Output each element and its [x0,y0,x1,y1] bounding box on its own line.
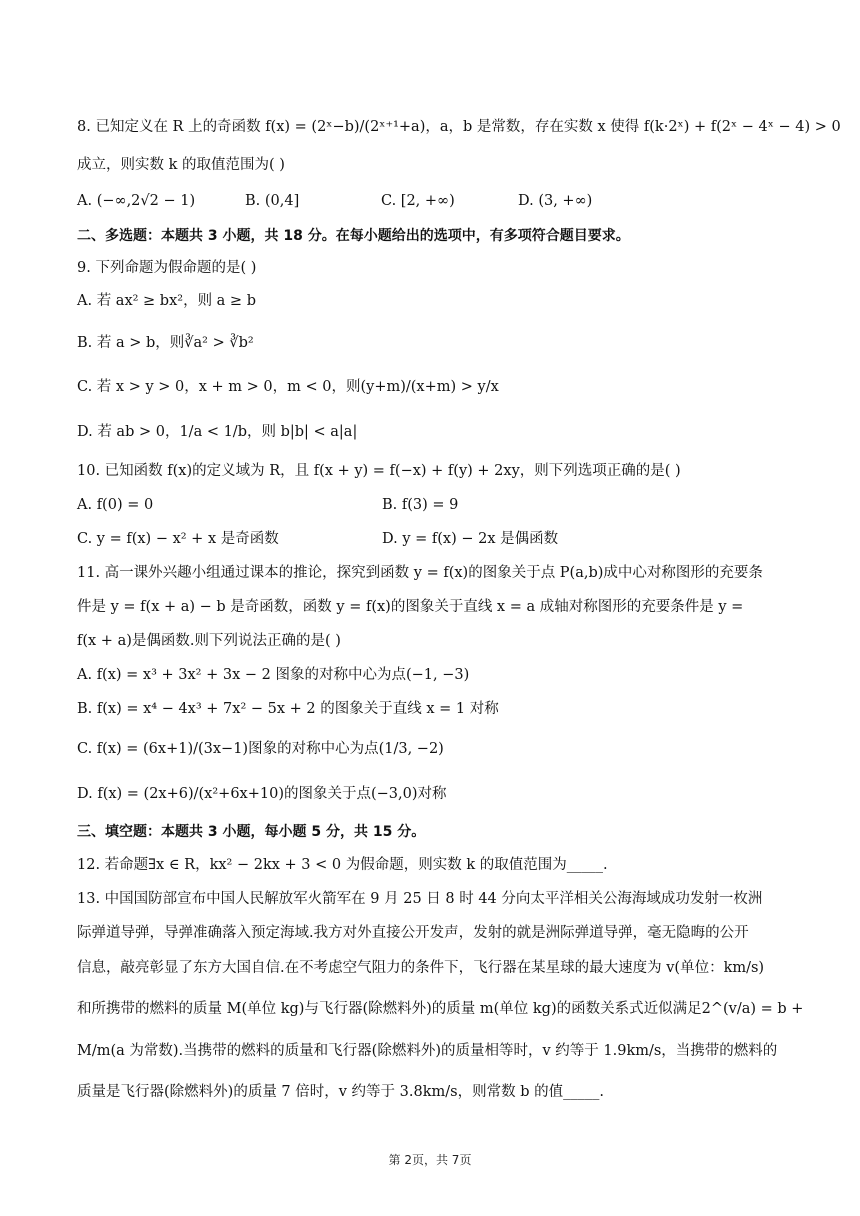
q13-line5: M/m(a 为常数).当携带的燃料的质量和飞行器(除燃料外)的质量相等时，v 约等于 1.9km/s，当携带的燃料的 [77,1043,778,1059]
q11-stem-line1: 11. 高一课外兴趣小组通过课本的推论，探究到函数 y = f(x)的图象关于点 P(a,b)成中心对称图形的充要条 [77,565,763,581]
q9-option-a: A. 若 ax² ≥ bx²，则 a ≥ b [77,293,256,309]
q11-option-b: B. f(x) = x⁴ − 4x³ + 7x² − 5x + 2 的图象关于直线 x = 1 对称 [77,701,499,717]
q11-option-a: A. f(x) = x³ + 3x² + 3x − 2 图象的对称中心为点(−1, −3) [77,667,470,683]
q13-line1: 13. 中国国防部宣布中国人民解放军火箭军在 9 月 25 日 8 时 44 分向太平洋相关公海海域成功发射一枚洲 [77,891,763,907]
section3-heading: 三、填空题：本题共 3 小题，每小题 5 分，共 15 分。 [77,824,426,840]
q10-option-b: B. f(3) = 9 [382,497,459,513]
q9-stem: 9. 下列命题为假命题的是( ) [77,260,257,276]
q9-option-c: C. 若 x > y > 0，x + m > 0，m < 0，则(y+m)/(x+m) > y/x [77,379,499,395]
q13-line4: 和所携带的燃料的质量 M(单位 kg)与飞行器(除燃料外)的质量 m(单位 kg)的函数关系式近似满足2^(v/a) = b + [77,1001,804,1017]
q11-option-d: D. f(x) = (2x+6)/(x²+6x+10)的图象关于点(−3,0)对称 [77,786,447,802]
page-number-footer: 第 2页，共 7页 [388,1153,472,1167]
q13-line6: 质量是飞行器(除燃料外)的质量 7 倍时，v 约等于 3.8km/s，则常数 b 的值_____. [77,1084,604,1100]
q13-line3: 信息，敲亮彰显了东方大国自信.在不考虑空气阻力的条件下，飞行器在某星球的最大速度为 v(单位：km/s) [77,960,765,976]
q10-option-d: D. y = f(x) − 2x 是偶函数 [382,531,559,547]
q10-option-a: A. f(0) = 0 [77,497,154,513]
q8-option-b: B. (0,4] [245,193,300,209]
q8-option-a: A. (−∞,2√2 − 1) [77,193,196,209]
q8-stem-line1: 8. 已知定义在 R 上的奇函数 f(x) = (2ˣ−b)/(2ˣ⁺¹+a)，a，b 是常数，存在实数 x 使得 f(k·2ˣ) + f(2ˣ − 4ˣ − 4) > 0 [77,119,841,135]
section2-heading: 二、多选题：本题共 3 小题，共 18 分。在每小题给出的选项中，有多项符合题目要求。 [77,228,630,244]
q13-line2: 际弹道导弹，导弹准确落入预定海域.我方对外直接公开发声，发射的就是洲际弹道导弹，毫无隐晦的公开 [77,925,749,941]
q11-stem-line2: 件是 y = f(x + a) − b 是奇函数，函数 y = f(x)的图象关于直线 x = a 成轴对称图形的充要条件是 y = [77,599,744,615]
q11-option-c: C. f(x) = (6x+1)/(3x−1)图象的对称中心为点(1/3, −2) [77,741,444,757]
q8-option-d: D. (3, +∞) [518,193,593,209]
q12-text: 12. 若命题∃x ∈ R，kx² − 2kx + 3 < 0 为假命题，则实数 k 的取值范围为_____. [77,857,608,873]
q8-option-c: C. [2, +∞) [381,193,455,209]
q10-stem: 10. 已知函数 f(x)的定义域为 R，且 f(x + y) = f(−x) + f(y) + 2xy，则下列选项正确的是( ) [77,463,681,479]
q9-option-d: D. 若 ab > 0，1/a < 1/b，则 b|b| < a|a| [77,424,358,440]
q11-stem-line3: f(x + a)是偶函数.则下列说法正确的是( ) [77,633,341,649]
q9-option-b: B. 若 a > b，则∛a² > ∛b² [77,335,254,351]
q10-option-c: C. y = f(x) − x² + x 是奇函数 [77,531,279,547]
q8-stem-line2: 成立，则实数 k 的取值范围为( ) [77,157,285,173]
